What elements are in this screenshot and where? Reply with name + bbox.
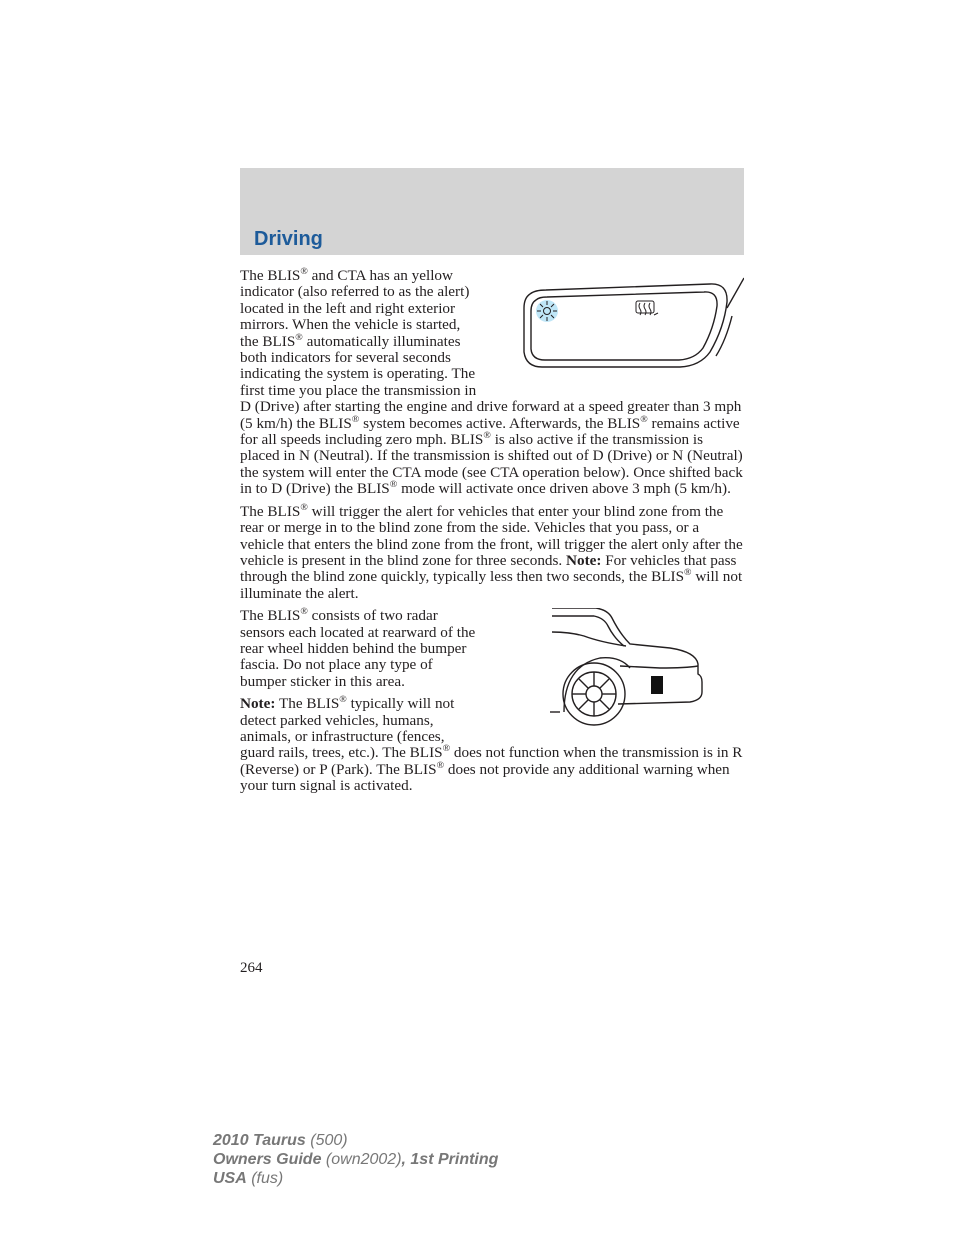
body-text (240, 265, 744, 801)
section-header-band (240, 168, 744, 255)
blis-alert-icon (536, 300, 558, 322)
rear-bumper-illustration (490, 608, 744, 734)
footer-line-model: 2010 Taurus (500) (213, 1132, 348, 1149)
radar-sensor-marker (651, 676, 663, 694)
paragraph-blis-alert-trigger: The BLIS® will trigger the alert for vehicles that enter your blind zone from the rear or merge in to the blind zone from the side. Vehicles that you pass, or a vehicle that enters the blind zone from the front, will trigger the alert only after the vehicle is present in the blind zone for three seconds. Note: For vehicles that pass through the blind zone quickly, typically less then two seconds, the BLIS® will not illuminate the alert. (240, 501, 743, 602)
mirror-illustration (490, 268, 744, 386)
paragraph-blis-indicator: The BLIS® and CTA has an yellow indicator (also referred to as the alert) located in the left and right exterior mirrors. When the vehicle is started, the BLIS® automatically illuminates both indicators for several seconds indicating the system is operating. The first time you place the transmission in D (Drive) after starting the engine and drive forward at a speed greater than 3 mph (5 km/h) the BLIS® system becomes active. Afterwards, the BLIS® remains active for all speeds including zero mph. BLIS® is also active if the transmission is placed in N (Neutral). If the transmission is shifted out of D (Drive) or N (Neutral) the system will enter the CTA mode (see CTA operation below). Once shifted back in to D (Drive) the BLIS® mode will activate once driven above 3 mph (5 km/h). (240, 265, 743, 498)
footer-line-market: USA (fus) (213, 1170, 284, 1187)
heated-mirror-icon (636, 301, 658, 315)
page-number: 264 (240, 960, 263, 976)
paragraph-blis-limitations: Note: The BLIS® typically will not detect parked vehicles, humans, animals, or infrastructure (fences, guard rails, trees, etc.). The BLIS® does not function when the transmission is in R (Reverse) or P (Park). The BLIS® does not provide any additional warning when your turn signal is activated. (240, 694, 743, 795)
paragraph-blis-sensors: The BLIS® consists of two radar sensors each located at rearward of the rear wheel hidden behind the bumper fascia. Do not place any type of bumper sticker in this area. (240, 606, 476, 690)
section-title: Driving (254, 228, 323, 250)
rear-wheel (563, 663, 625, 725)
footer-line-guide: Owners Guide (own2002), 1st Printing (213, 1151, 499, 1168)
document-footer (213, 1131, 498, 1188)
